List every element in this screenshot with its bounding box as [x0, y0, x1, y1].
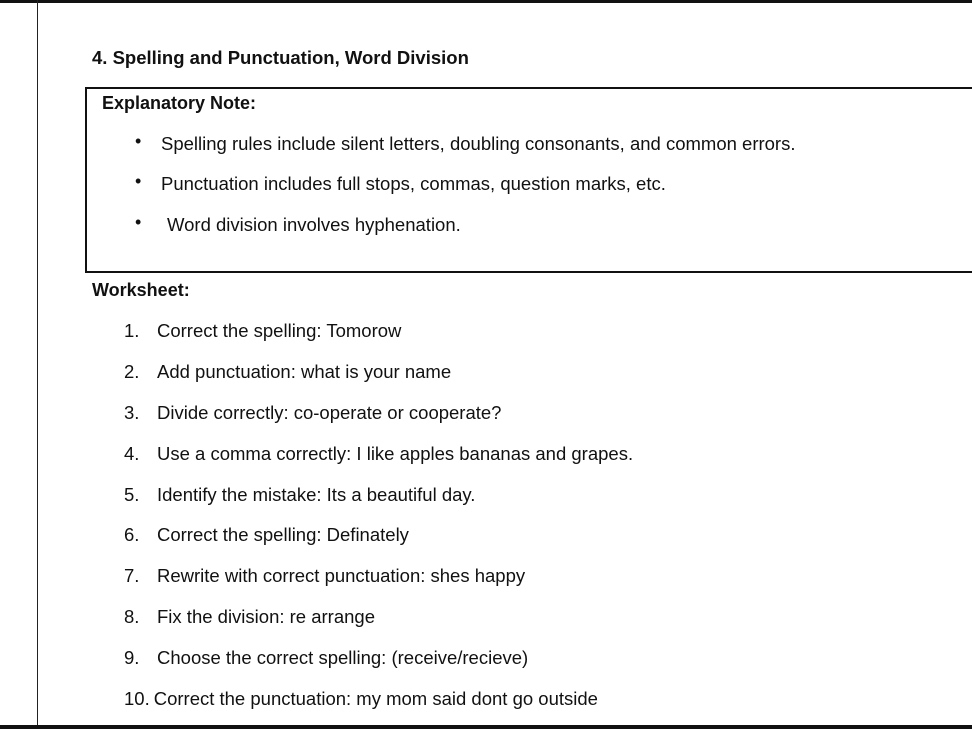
item-text: Add punctuation: what is your name [157, 361, 452, 382]
worksheet-item [124, 524, 409, 546]
bullet-icon: • [135, 212, 142, 232]
worksheet-item [124, 402, 501, 424]
left-margin-rule [37, 0, 38, 729]
worksheet-item [124, 647, 528, 669]
note-bullet-text: Word division involves hyphenation. [167, 214, 461, 235]
item-number: 10. [124, 688, 150, 709]
bullet-icon: • [135, 131, 142, 151]
item-number: 2. [124, 361, 140, 382]
item-text: Choose the correct spelling: (receive/recieve) [157, 647, 529, 668]
item-text: Divide correctly: co-operate or cooperate? [157, 402, 502, 423]
section-title: 4. Spelling and Punctuation, Word Division [92, 47, 469, 68]
explanatory-note-heading: Explanatory Note: [102, 93, 257, 113]
worksheet-heading: Worksheet: [92, 280, 190, 300]
bottom-border-rule [0, 725, 972, 729]
worksheet-item [124, 443, 633, 465]
item-text: Correct the punctuation: my mom said dont go outside [153, 688, 598, 709]
note-bullet-text: Spelling rules include silent letters, doubling consonants, and common errors. [161, 133, 796, 154]
worksheet-item [124, 361, 451, 383]
item-text: Fix the division: re arrange [157, 606, 375, 627]
item-text: Identify the mistake: Its a beautiful day. [157, 484, 476, 505]
item-number: 7. [124, 565, 140, 586]
item-text: Correct the spelling: Definately [157, 524, 409, 545]
item-number: 6. [124, 524, 140, 545]
item-text: Use a comma correctly: I like apples bananas and grapes. [157, 443, 634, 464]
item-number: 1. [124, 320, 140, 341]
note-bullet-text: Punctuation includes full stops, commas, question marks, etc. [161, 173, 666, 194]
item-number: 8. [124, 606, 140, 627]
bullet-icon: • [135, 171, 142, 191]
worksheet-item [124, 320, 401, 342]
worksheet-item [124, 484, 475, 506]
top-border-rule [0, 0, 972, 3]
item-number: 4. [124, 443, 140, 464]
worksheet-item [124, 688, 598, 710]
item-text: Correct the spelling: Tomorow [157, 320, 402, 341]
explanatory-note-box [85, 87, 972, 273]
item-number: 5. [124, 484, 140, 505]
worksheet-item [124, 606, 375, 628]
worksheet-item [124, 565, 525, 587]
item-number: 3. [124, 402, 140, 423]
item-text: Rewrite with correct punctuation: shes happy [157, 565, 526, 586]
item-number: 9. [124, 647, 140, 668]
